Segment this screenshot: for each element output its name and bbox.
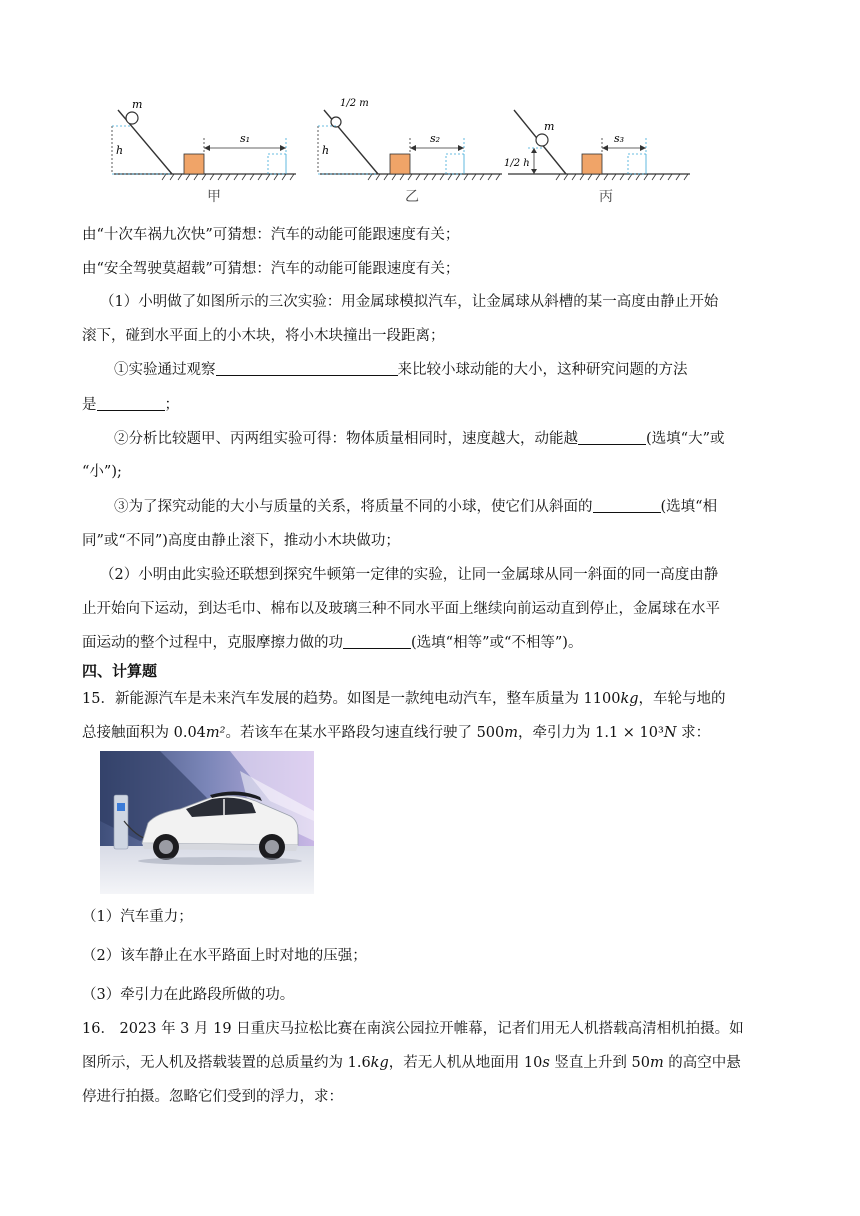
mass-label: m xyxy=(544,120,555,133)
answer-blank-observe[interactable] xyxy=(216,360,398,376)
answer-blank-work[interactable] xyxy=(343,633,411,649)
question-16-line-3: 停进行拍摄。忽略它们受到的浮力，求： xyxy=(82,1089,343,1105)
q15-item-1: （1）汽车重力； xyxy=(82,909,193,925)
q16-text: 图所示，无人机及搭载装置的总质量约为 1.6 xyxy=(82,1055,371,1071)
sub1-text-d: ； xyxy=(164,397,179,413)
sub-question-2-cont: “小”); xyxy=(82,464,122,480)
distance-label-s3: s₃ xyxy=(614,132,625,145)
sub-question-1 xyxy=(114,360,688,380)
sub-question-2 xyxy=(114,429,724,449)
sub1-text-a: ①实验通过观察 xyxy=(114,362,216,378)
answer-blank-method[interactable] xyxy=(97,395,165,411)
caption-yi: 乙 xyxy=(405,189,419,205)
unit-n: N xyxy=(663,725,677,741)
q2-text-a: 面运动的整个过程中，克服摩擦力做的功 xyxy=(82,635,343,651)
sub3-text-b: (选填“相 xyxy=(660,499,718,515)
question-15-line-2 xyxy=(82,723,710,743)
guess-overload: 由“安全驾驶莫超载”可猜想：汽车的动能可能跟速度有关； xyxy=(82,261,460,277)
question-15-line-1 xyxy=(82,689,726,709)
section-heading-calculation: 四、计算题 xyxy=(82,662,158,680)
question-2-line-1: （2）小明由此实验还联想到探究牛顿第一定律的实验，让同一金属球从同一斜面的同一高度由静 xyxy=(100,567,719,583)
q15-text: ，牵引力为 1.1 × 10³ xyxy=(518,725,664,741)
unit-m2: m² xyxy=(205,725,226,741)
guess-speed: 由“十次车祸九次快”可猜想：汽车的动能可能跟速度有关； xyxy=(82,227,460,243)
experiment-diagram-bing xyxy=(504,96,694,186)
q16-text: ，若无人机从地面用 10 xyxy=(388,1055,543,1071)
caption-jia: 甲 xyxy=(207,189,221,205)
question-2-line-3 xyxy=(82,633,582,653)
question-2-line-2: 止开始向下运动，到达毛巾、棉布以及玻璃三种不同水平面上继续向前运动直到停止，金属球在水平 xyxy=(82,601,720,617)
mass-label: m xyxy=(132,98,143,111)
q15-item-2: （2）该车静止在水平路面上时对地的压强； xyxy=(82,948,367,964)
q15-text: 15．新能源汽车是未来汽车发展的趋势。如图是一款纯电动汽车，整车质量为 1100 xyxy=(82,691,621,707)
sub3-text-a: ③为了探究动能的大小与质量的关系，将质量不同的小球，使它们从斜面的 xyxy=(114,499,593,515)
height-label: h xyxy=(322,144,330,157)
question-1-line-2: 滚下，碰到水平面上的小木块，将小木块撞出一段距离； xyxy=(82,328,445,344)
q16-text: 竖直上升到 50 xyxy=(549,1055,650,1071)
unit-m: m xyxy=(504,725,519,741)
sub1-text-c: 是 xyxy=(82,397,97,413)
q15-text: 求： xyxy=(676,725,711,741)
unit-m: m xyxy=(649,1055,664,1071)
sub2-text-a: ②分析比较题甲、丙两组实验可得：物体质量相同时，速度越大，动能越 xyxy=(114,431,578,447)
unit-s: s xyxy=(542,1055,550,1071)
experiment-diagram-jia xyxy=(110,96,300,186)
electric-car-photo xyxy=(100,751,314,894)
caption-bing: 丙 xyxy=(599,189,613,205)
answer-blank-kinetic[interactable] xyxy=(578,429,646,445)
experiment-diagram-yi xyxy=(316,96,506,186)
question-1-line-1: （1）小明做了如图所示的三次实验：用金属球模拟汽车，让金属球从斜槽的某一高度由静止开始 xyxy=(100,294,719,310)
q15-item-3: （3）牵引力在此路段所做的功。 xyxy=(82,987,295,1003)
q15-text: 。若该车在某水平路段匀速直线行驶了 500 xyxy=(225,725,505,741)
mass-half-label: 1/2 m xyxy=(340,98,369,109)
sub-question-3 xyxy=(114,497,717,517)
unit-kg: kg xyxy=(620,691,639,707)
sub2-text-b: (选填“大”或 xyxy=(646,431,725,447)
q15-text: 总接触面积为 0.04 xyxy=(82,725,206,741)
unit-kg: kg xyxy=(370,1055,389,1071)
sub-question-1-cont xyxy=(82,395,179,415)
height-label: h xyxy=(116,144,124,157)
sub1-text-b: 来比较小球动能的大小，这种研究问题的方法 xyxy=(397,362,688,378)
question-16-line-2 xyxy=(82,1053,741,1073)
q2-text-b: (选填“相等”或“不相等”)。 xyxy=(411,635,583,651)
q16-text: 的高空中悬 xyxy=(663,1055,741,1071)
q15-text: ，车轮与地的 xyxy=(638,691,726,707)
sub-question-3-cont: 同”或“不同”)高度由静止滚下，推动小木块做功； xyxy=(82,533,400,549)
distance-label-s1: s₁ xyxy=(240,132,251,145)
height-half-label: 1/2 h xyxy=(504,158,530,169)
distance-label-s2: s₂ xyxy=(430,132,441,145)
question-16-line-1: 16． 2023 年 3 月 19 日重庆马拉松比赛在南滨公园拉开帷幕，记者们用无人机搭载高清相机拍摄。如 xyxy=(82,1021,744,1037)
answer-blank-height[interactable] xyxy=(593,497,661,513)
